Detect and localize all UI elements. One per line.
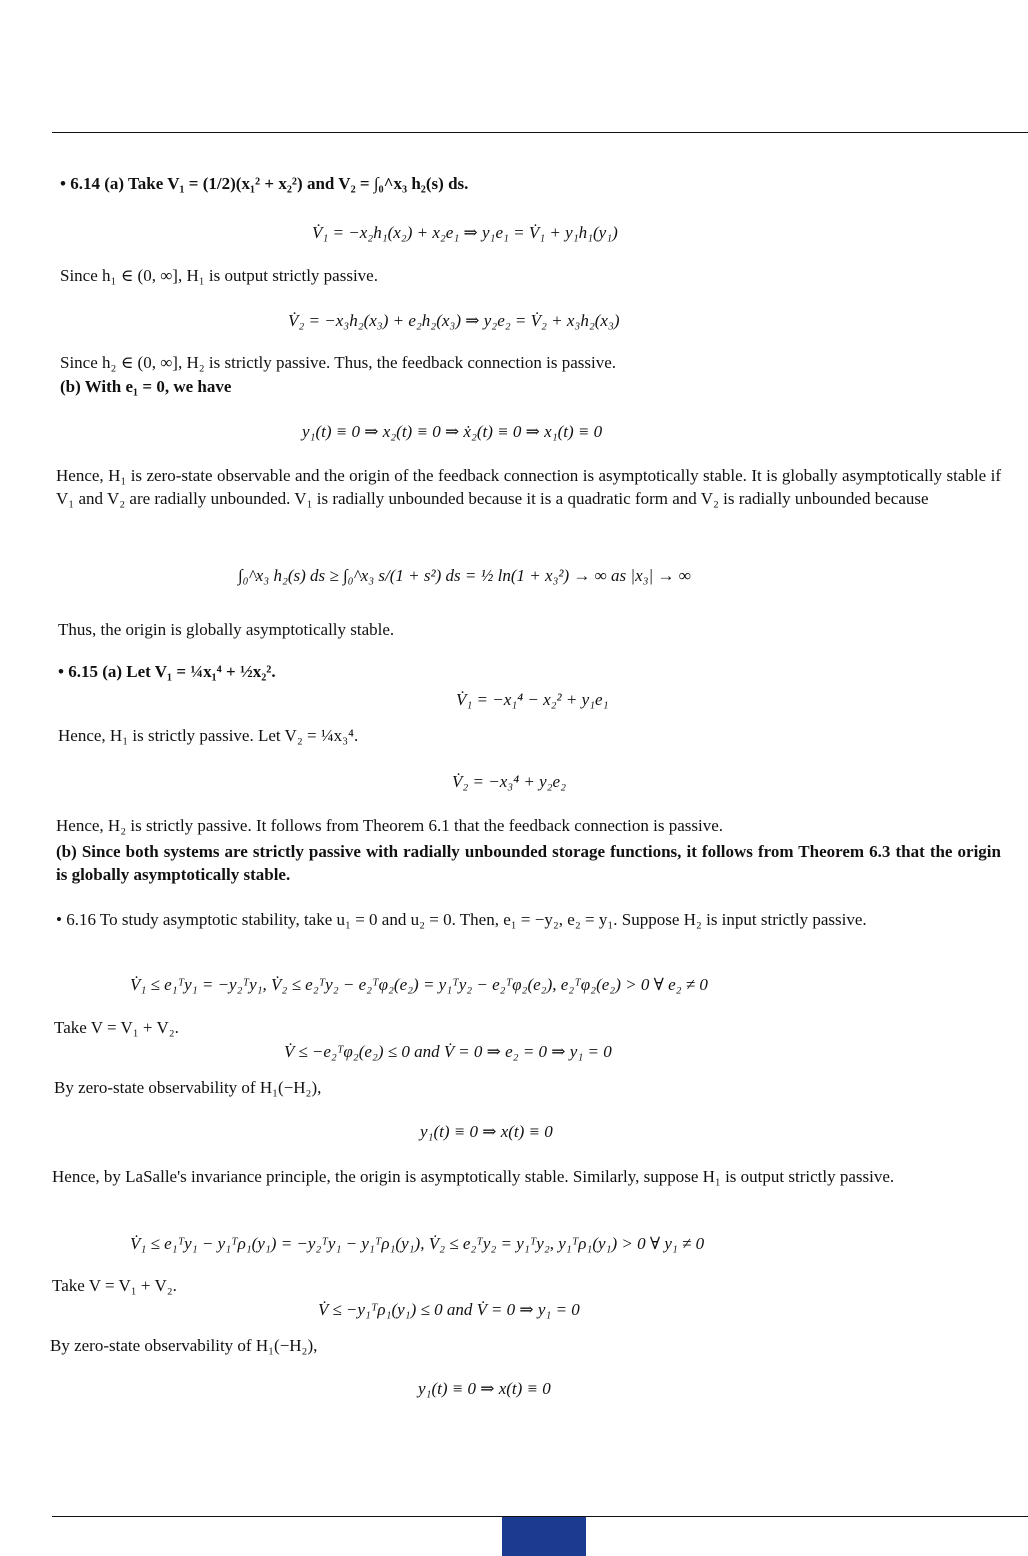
text-line: By zero-state observability of H₁(−H₂), <box>54 1078 322 1097</box>
paragraph: Hence, H₁ is zero-state observable and the origin of the feedback connection is asymptotically stable. It is globally asymptotically stable if V₁ and V₂ are radially unbounded. V₁ is radially unbounded because it is a quadratic form and V₂ is radially unbounded because <box>56 466 1001 508</box>
exercise-6-15-heading: • 6.15 (a) Let V₁ = ¼x₁⁴ + ½x₂². <box>58 662 276 681</box>
text-line: By zero-state observability of H₁(−H₂), <box>50 1336 318 1355</box>
equation-v1-dot-615: V̇₁ = −x₁⁴ − x₂² + y₁e₁ <box>456 690 609 709</box>
text-line: Take V = V₁ + V₂. <box>54 1018 179 1037</box>
equation-v2-dot-615: V̇₂ = −x₃⁴ + y₂e₂ <box>452 772 566 791</box>
text-line: Take V = V₁ + V₂. <box>52 1276 177 1295</box>
equation-v-dot: V̇ ≤ −e₂ᵀφ₂(e₂) ≤ 0 and V̇ = 0 ⇒ e₂ = 0 ⇒ y₁ = 0 <box>284 1042 612 1061</box>
equation-v1-dot: V̇₁ = −x₂h₁(x₂) + x₂e₁ ⇒ y₁e₁ = V̇₁ + y₁h₁(y₁) <box>312 223 618 242</box>
equation-observability-2: y₁(t) ≡ 0 ⇒ x(t) ≡ 0 <box>418 1379 551 1398</box>
equation-passivity-inequalities: V̇₁ ≤ e₁ᵀy₁ = −y₂ᵀy₁, V̇₂ ≤ e₂ᵀy₂ − e₂ᵀφ₂(e₂) = y₁ᵀy₂ − e₂ᵀφ₂(e₂), e₂ᵀφ₂(e₂) > 0 ∀ e₂ ≠ 0 <box>130 975 708 994</box>
page-number-box <box>502 1517 586 1556</box>
paragraph-part-b: (b) Since both systems are strictly passive with radially unbounded storage functions, it follows from Theorem 6.3 that the origin is globally asymptotically stable. <box>56 842 1001 884</box>
equation-v2-dot: V̇₂ = −x₃h₂(x₃) + e₂h₂(x₃) ⇒ y₂e₂ = V̇₂ + x₃h₂(x₃) <box>288 311 620 330</box>
equation-output-passivity: V̇₁ ≤ e₁ᵀy₁ − y₁ᵀρ₁(y₁) = −y₂ᵀy₁ − y₁ᵀρ₁(y₁), V̇₂ ≤ e₂ᵀy₂ = y₁ᵀy₂, y₁ᵀρ₁(y₁) > 0 ∀ y₁ ≠ 0 <box>130 1234 705 1253</box>
text-line: Hence, H₂ is strictly passive. It follows from Theorem 6.1 that the feedback connection is passive. <box>56 816 724 835</box>
exercise-6-14-heading: • 6.14 (a) Take V₁ = (1/2)(x₁² + x₂²) and V₂ = ∫₀^x₃ h₂(s) ds. <box>60 174 469 193</box>
paragraph: Hence, by LaSalle's invariance principle, the origin is asymptotically stable. Similarly, suppose H₁ is output strictly passive. <box>52 1167 895 1186</box>
equation-v-dot-2: V̇ ≤ −y₁ᵀρ₁(y₁) ≤ 0 and V̇ = 0 ⇒ y₁ = 0 <box>318 1300 580 1319</box>
text-line: Thus, the origin is globally asymptotically stable. <box>58 620 395 639</box>
equation-integral-bound: ∫₀^x₃ h₂(s) ds ≥ ∫₀^x₃ s/(1 + s²) ds = ½ ln(1 + x₃²) → ∞ as |x₃| → ∞ <box>238 566 691 585</box>
part-b-line: (b) With e₁ = 0, we have <box>60 377 232 396</box>
text-line: Since h₂ ∈ (0, ∞], H₂ is strictly passive. Thus, the feedback connection is passive. <box>60 353 617 372</box>
exercise-6-16-paragraph: • 6.16 To study asymptotic stability, take u₁ = 0 and u₂ = 0. Then, e₁ = −y₂, e₂ = y₁. Suppose H₂ is input strictly passive. <box>56 910 867 929</box>
text-line: Since h₁ ∈ (0, ∞], H₁ is output strictly passive. <box>60 266 378 285</box>
equation-zero-state: y₁(t) ≡ 0 ⇒ x₂(t) ≡ 0 ⇒ ẋ₂(t) ≡ 0 ⇒ x₁(t) ≡ 0 <box>302 422 603 441</box>
text-line: Hence, H₁ is strictly passive. Let V₂ = ¼x₃⁴. <box>58 726 359 745</box>
top-rule <box>52 132 1028 133</box>
equation-observability: y₁(t) ≡ 0 ⇒ x(t) ≡ 0 <box>420 1122 553 1141</box>
